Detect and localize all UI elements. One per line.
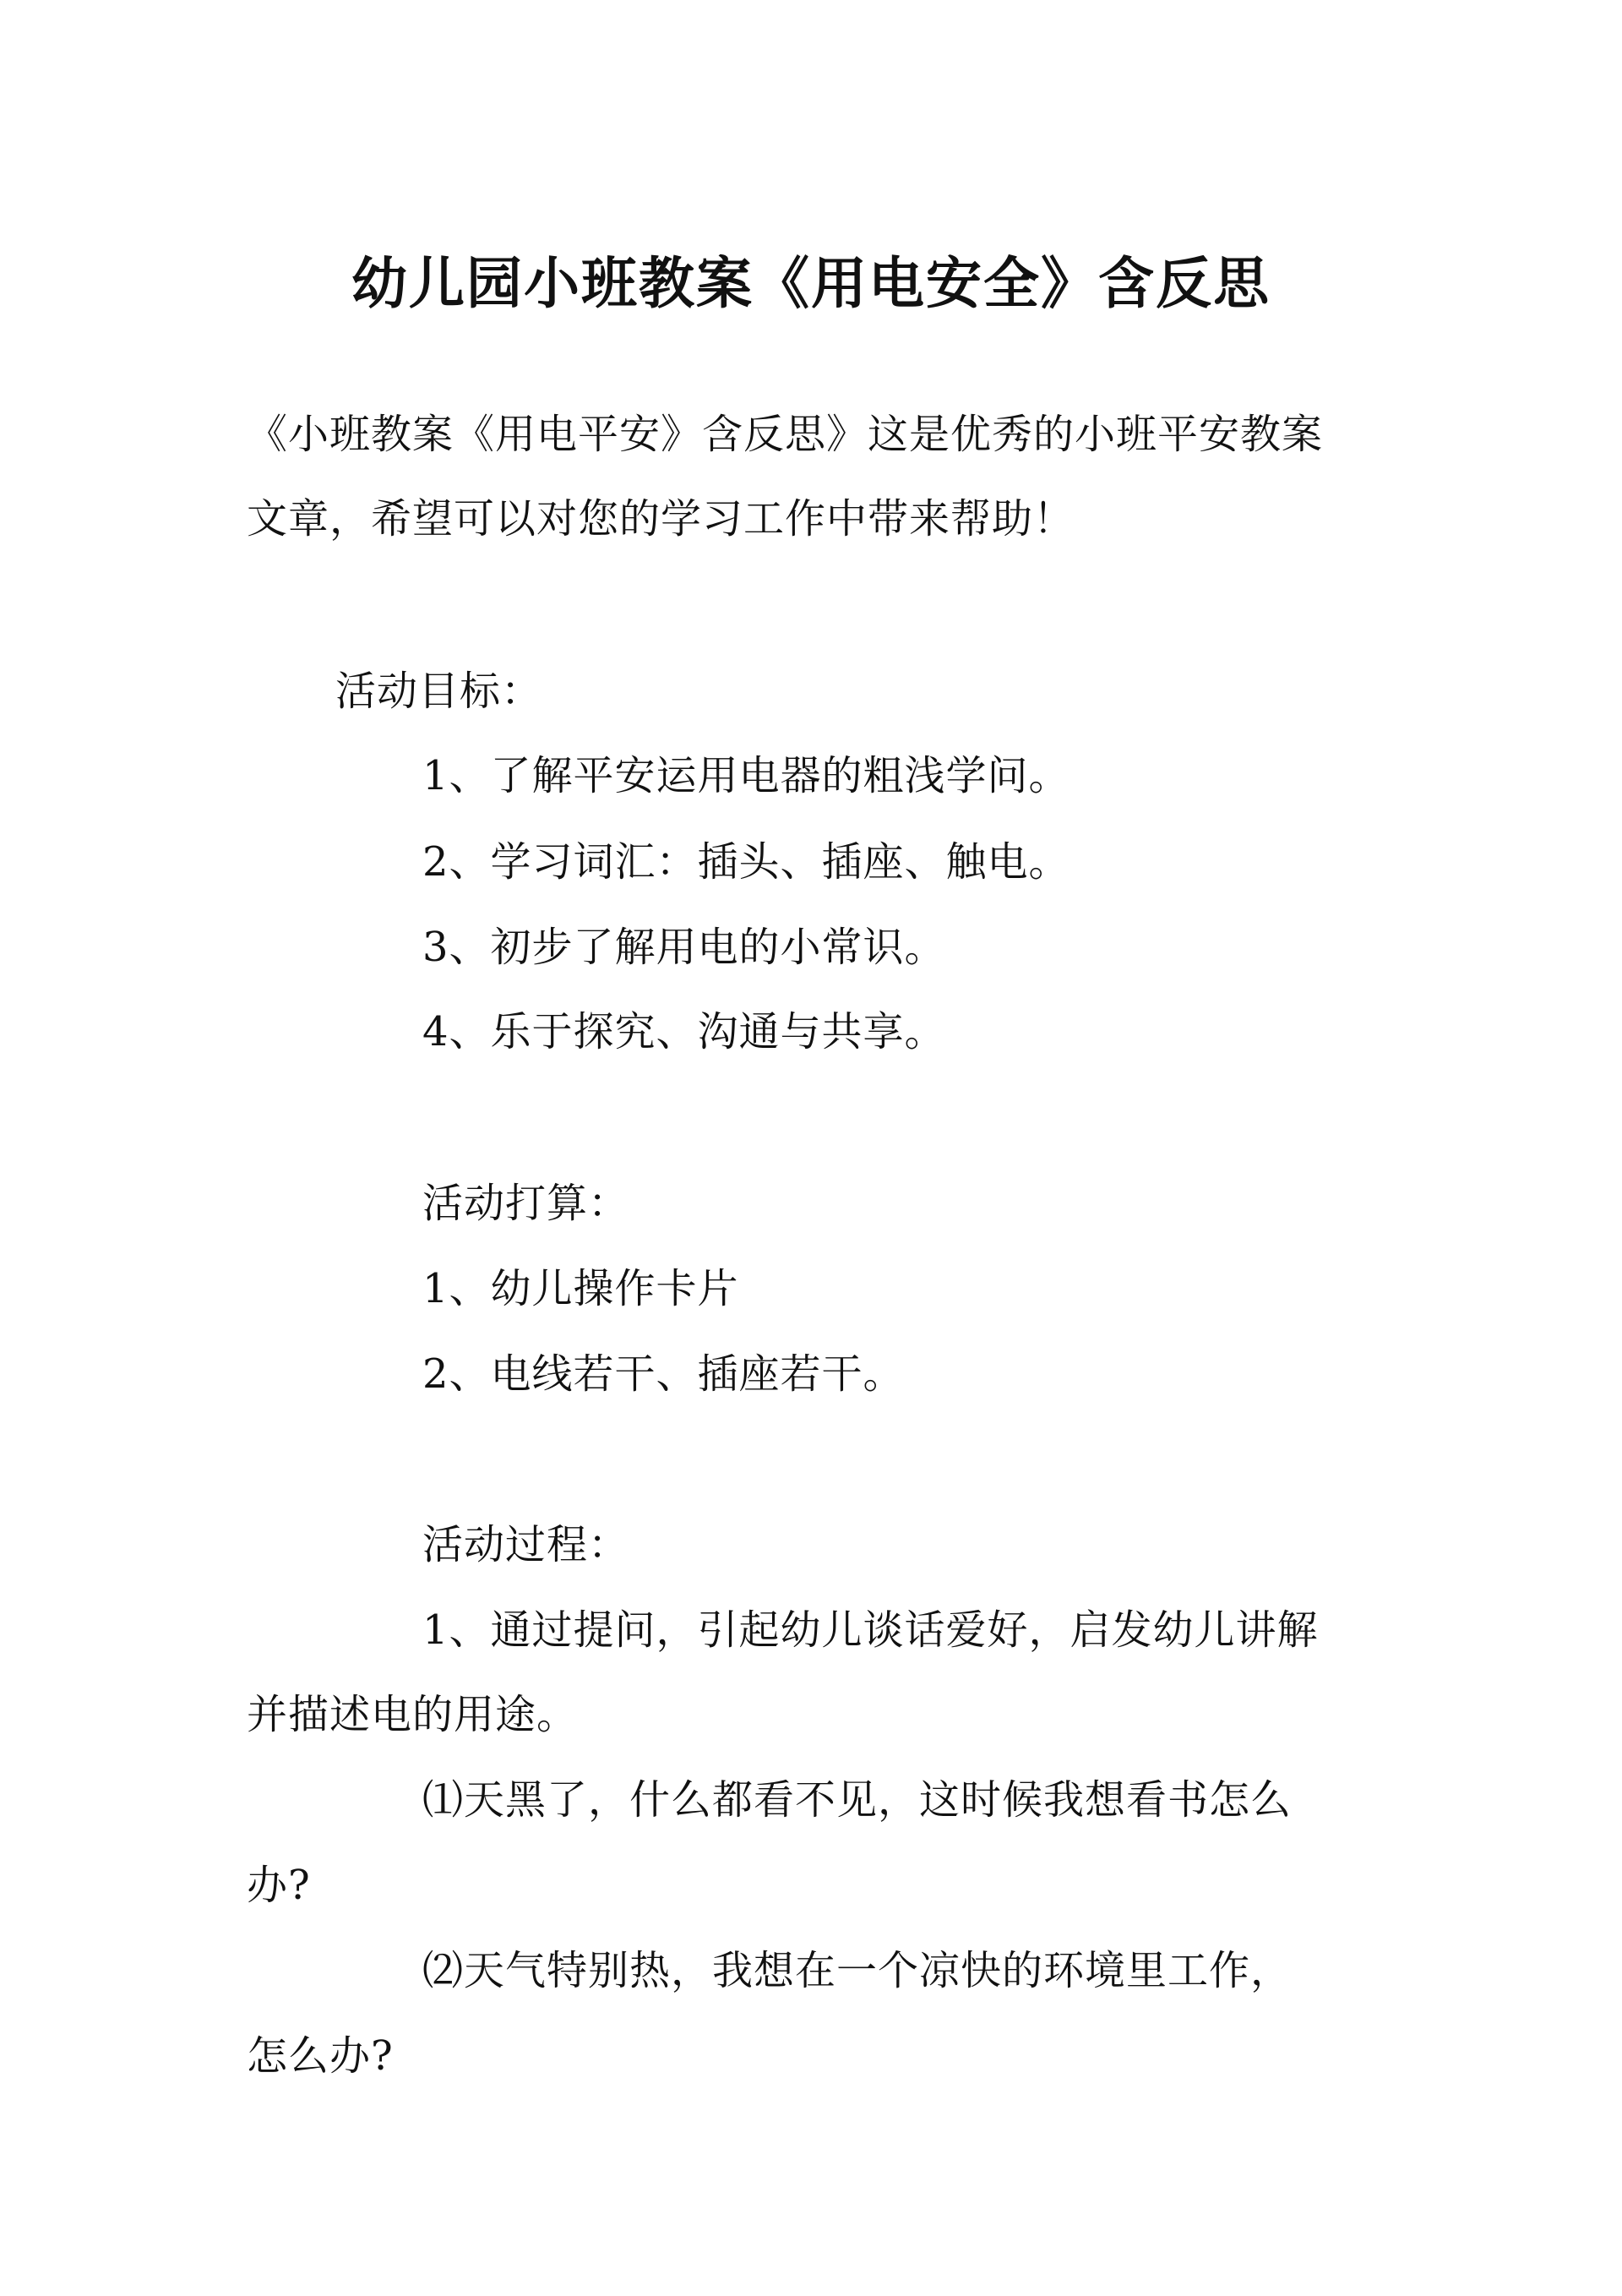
process-step1-line-2: 并描述电的用途。 [247,1691,579,1738]
preparation-heading: 活动打算： [422,1180,630,1227]
process-step1-line-1: 1、通过提问，引起幼儿谈话爱好，启发幼儿讲解 [422,1606,1319,1654]
process-q1-line-1: ⑴天黑了，什么都看不见，这时候我想看书怎么 [422,1776,1293,1824]
preparation-item-1: 1、幼儿操作卡片 [422,1265,739,1312]
goal-item-4: 4、乐于探究、沟通与共享。 [422,1008,946,1055]
goals-heading: 活动目标： [335,668,543,715]
document-title: 幼儿园小班教案《用电安全》含反思 [351,250,1271,316]
process-heading: 活动过程： [422,1521,630,1568]
intro-line-2: 文章，希望可以对您的学习工作中带来帮助！ [247,495,1075,543]
intro-line-1: 《小班教案《用电平安》含反思》这是优秀的小班平安教案 [247,411,1324,458]
goal-item-2: 2、学习词汇：插头、插座、触电。 [422,838,1070,886]
process-q1-line-2: 办? [247,1862,311,1909]
process-q2-line-1: ⑵天气特别热，我想在一个凉快的环境里工作， [422,1947,1293,1994]
preparation-item-2: 2、电线若干、插座若干。 [422,1350,905,1398]
process-q2-line-2: 怎么办? [247,2032,394,2080]
goal-item-3: 3、初步了解用电的小常识。 [422,924,946,971]
goal-item-1: 1、了解平安运用电器的粗浅学问。 [422,752,1070,799]
